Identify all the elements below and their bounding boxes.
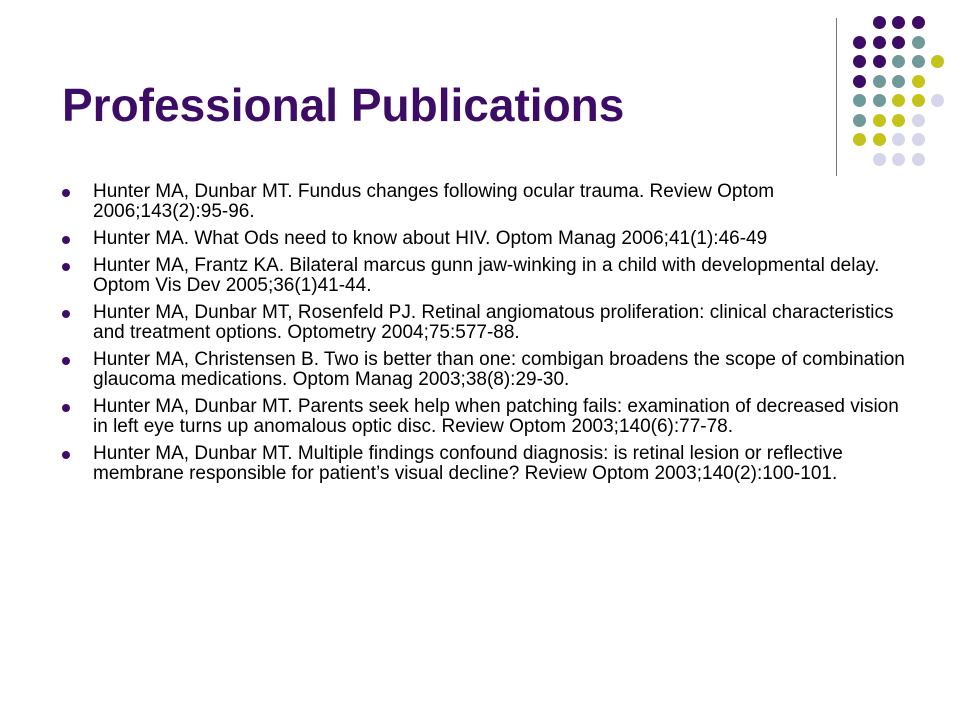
decorative-dot: [912, 94, 925, 107]
decorative-dot: [853, 133, 866, 146]
slide-title: Professional Publications: [62, 79, 625, 131]
bullet-icon: [62, 263, 70, 271]
decorative-dot: [892, 16, 905, 29]
bullet-icon: [62, 404, 70, 412]
publication-item: [62, 303, 912, 343]
decorative-dot: [853, 36, 866, 49]
publication-text: Hunter MA, Dunbar MT. Multiple findings confound diagnosis: is retinal lesion or reflective membrane responsible for patient’s visual decline? Review Optom 2003;140(2):100-101.: [93, 443, 843, 484]
decorative-dot: [873, 94, 886, 107]
decorative-dot: [892, 94, 905, 107]
bullet-icon: [62, 357, 70, 365]
bullet-icon: [62, 236, 70, 244]
publication-item: [62, 350, 912, 390]
decorative-dot: [873, 133, 886, 146]
decorative-dot: [873, 16, 886, 29]
decorative-dot: [892, 133, 905, 146]
publication-text: Hunter MA. What Ods need to know about HIV. Optom Manag 2006;41(1):46-49: [93, 228, 768, 249]
decorative-dot: [873, 36, 886, 49]
decorative-dot: [892, 153, 905, 166]
bullet-icon: [62, 310, 70, 318]
decorative-dot: [873, 153, 886, 166]
decorative-dot: [892, 114, 905, 127]
decorative-dot: [912, 55, 925, 68]
publication-text: Hunter MA, Dunbar MT, Rosenfeld PJ. Retinal angiomatous proliferation: clinical characteristics and treatment options. Optometry 2004;75:577-88.: [93, 302, 894, 343]
decorative-dot: [853, 94, 866, 107]
publication-item: [62, 182, 912, 222]
publication-text: Hunter MA, Christensen B. Two is better than one: combigan broadens the scope of combination glaucoma medications. Optom Manag 2003;38(8):29-30.: [93, 349, 905, 390]
bullet-icon: [62, 189, 70, 197]
decorative-dot: [873, 75, 886, 88]
publication-item: [62, 229, 912, 249]
publication-text: Hunter MA, Dunbar MT. Parents seek help when patching fails: examination of decreased vision in left eye turns up anomalous optic disc. Review Optom 2003;140(6):77-78.: [93, 396, 899, 437]
publication-text: Hunter MA, Frantz KA. Bilateral marcus gunn jaw-winking in a child with developmental delay. Optom Vis Dev 2005;36(1)41-44.: [93, 255, 880, 296]
decorative-dot: [931, 55, 944, 68]
decorative-dot: [853, 114, 866, 127]
decorative-dot: [853, 55, 866, 68]
decorative-dot: [853, 75, 866, 88]
decorative-dot: [892, 55, 905, 68]
decorative-dot: [912, 153, 925, 166]
decorative-dot: [892, 75, 905, 88]
publication-item: [62, 397, 912, 437]
decorative-dot: [912, 36, 925, 49]
decorative-dot: [912, 133, 925, 146]
publication-list: [62, 182, 912, 491]
publication-text: Hunter MA, Dunbar MT. Fundus changes following ocular trauma. Review Optom 2006;143(2):95-96.: [93, 181, 775, 222]
decorative-dot: [873, 114, 886, 127]
decorative-dot: [892, 36, 905, 49]
decorative-dot: [912, 114, 925, 127]
decorative-dot: [912, 75, 925, 88]
publication-item: [62, 444, 912, 484]
bullet-icon: [62, 451, 70, 459]
decorative-dot: [873, 55, 886, 68]
publication-item: [62, 256, 912, 296]
decorative-dot: [912, 16, 925, 29]
decorative-dot: [931, 94, 944, 107]
